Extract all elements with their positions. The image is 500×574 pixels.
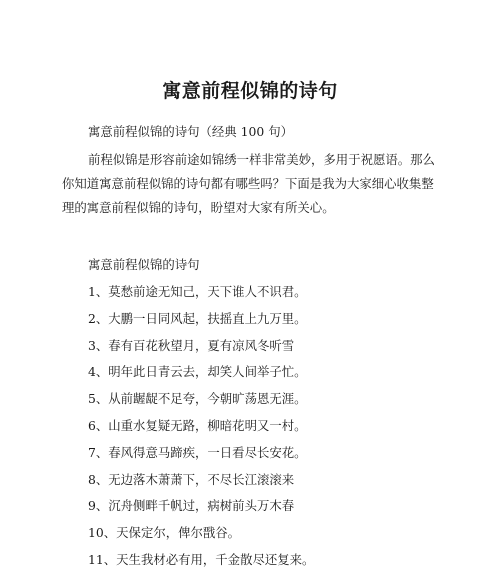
poem-item: 9、沉舟侧畔千帆过，病树前头万木春 — [88, 498, 295, 514]
poem-item: 2、大鹏一日同风起，扶摇直上九万里。 — [88, 310, 307, 326]
poem-item: 10、天保定尔，俾尔戬谷。 — [88, 525, 241, 541]
list-heading: 寓意前程似锦的诗句 — [88, 257, 200, 272]
poem-item: 3、春有百花秋望月，夏有凉风冬听雪 — [88, 337, 295, 353]
page-title: 寓意前程似锦的诗句 — [162, 80, 338, 102]
poem-item: 7、春风得意马蹄疾，一日看尽长安花。 — [88, 444, 307, 460]
poem-item: 6、山重水复疑无路，柳暗花明又一村。 — [88, 417, 307, 433]
poem-list — [88, 279, 314, 574]
intro-paragraph: 前程似锦是形容前途如锦绣一样非常美妙，多用于祝愿语。那么你知道寓意前程似锦的诗句都有哪些吗？下面是我为大家细心收集整理的寓意前程似锦的诗句，盼望对大家有所关心。 — [62, 152, 435, 215]
poem-item: 1、莫愁前途无知己，天下谁人不识君。 — [88, 284, 307, 299]
poem-item: 4、明年此日青云去，却笑人间举子忙。 — [88, 364, 307, 380]
intro-heading: 寓意前程似锦的诗句（经典 100 句） — [88, 124, 293, 139]
poem-item: 5、从前龌龊不足夸，今朝旷荡恩无涯。 — [88, 391, 307, 407]
poem-item: 11、天生我材必有用，千金散尽还复来。 — [88, 551, 315, 567]
poem-item: 8、无边落木萧萧下，不尽长江滚滚来 — [88, 471, 295, 487]
